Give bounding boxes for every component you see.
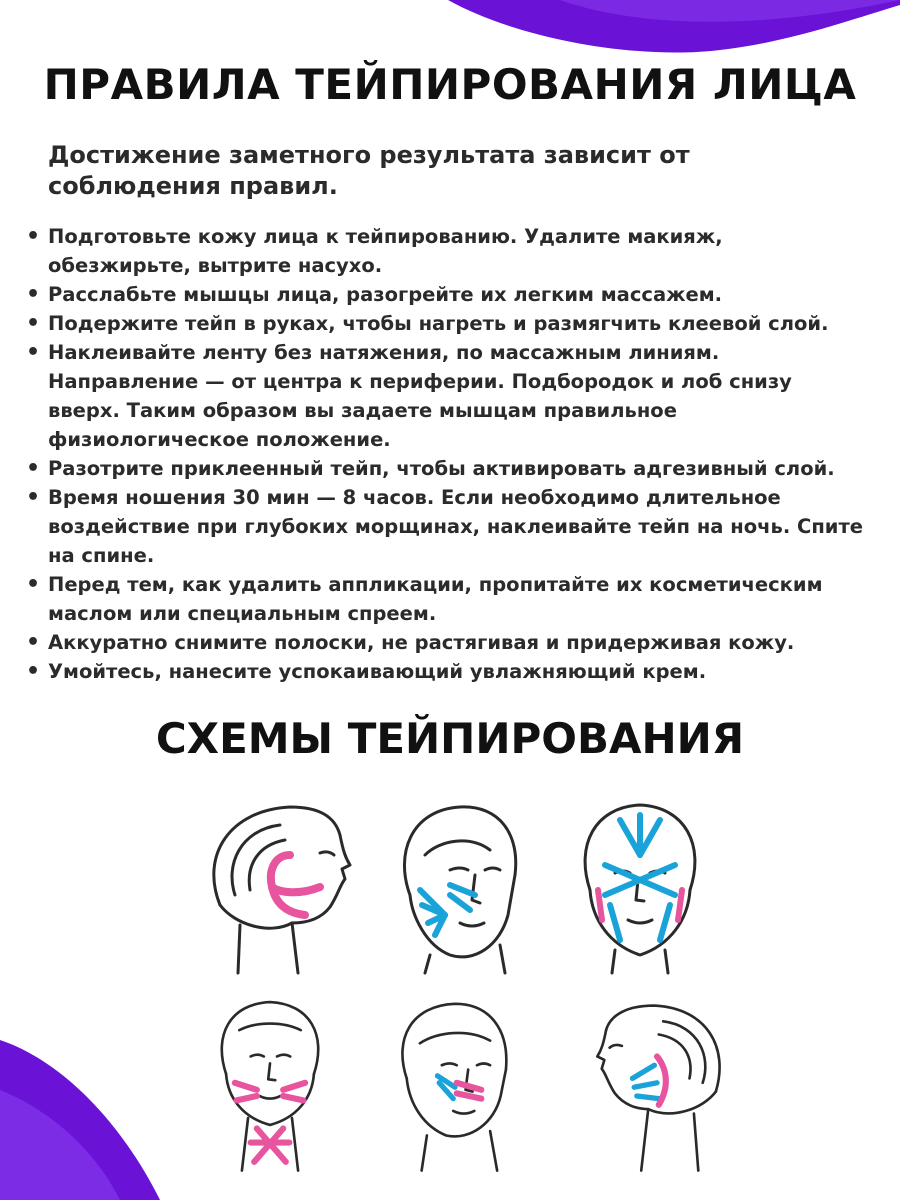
face-profile-pink-blue-tape-illustration — [540, 995, 760, 1175]
face-three-quarter-pink-blue-tape-illustration — [345, 995, 565, 1175]
rule-item: • Время ношения 30 мин — 8 часов. Если необходимо длительное воздействие при глубоких морщинах, наклеивайте тейп на ночь. Спите на спине. — [24, 483, 870, 570]
intro-text: Достижение заметного результата зависит от соблюдения правил. — [48, 141, 690, 200]
rule-item: • Перед тем, как удалить аппликации, пропитайте их косметическим маслом или специальным спреем. — [24, 570, 870, 628]
rule-item: • Расслабьте мышцы лица, разогрейте их легким массажем. — [24, 280, 870, 309]
rule-item: • Аккуратно снимите полоски, не растягивая и придерживая кожу. — [24, 628, 870, 657]
rules-list — [24, 222, 870, 686]
rule-item: • Подготовьте кожу лица к тейпированию. Удалите макияж, обезжирьте, вытрите насухо. — [24, 222, 870, 280]
rule-item: • Подержите тейп в руках, чтобы нагреть и размягчить клеевой слой. — [24, 309, 870, 338]
rule-item: • Разотрите приклеенный тейп, чтобы активировать адгезивный слой. — [24, 454, 870, 483]
page-title: ПРАВИЛА ТЕЙПИРОВАНИЯ ЛИЦА — [43, 60, 857, 109]
rule-item: • Умойтесь, нанесите успокаивающий увлажняющий крем. — [24, 657, 870, 686]
face-front-blue-pink-tape-illustration — [530, 795, 750, 975]
schemes-title: СХЕМЫ ТЕЙПИРОВАНИЯ — [155, 714, 745, 763]
rule-item: • Наклеивайте ленту без натяжения, по массажным линиям. Направление — от центра к периферии. Подбородок и лоб снизу вверх. Таким образом вы задаете мышцам правильное физиологическое положение. — [24, 338, 870, 454]
